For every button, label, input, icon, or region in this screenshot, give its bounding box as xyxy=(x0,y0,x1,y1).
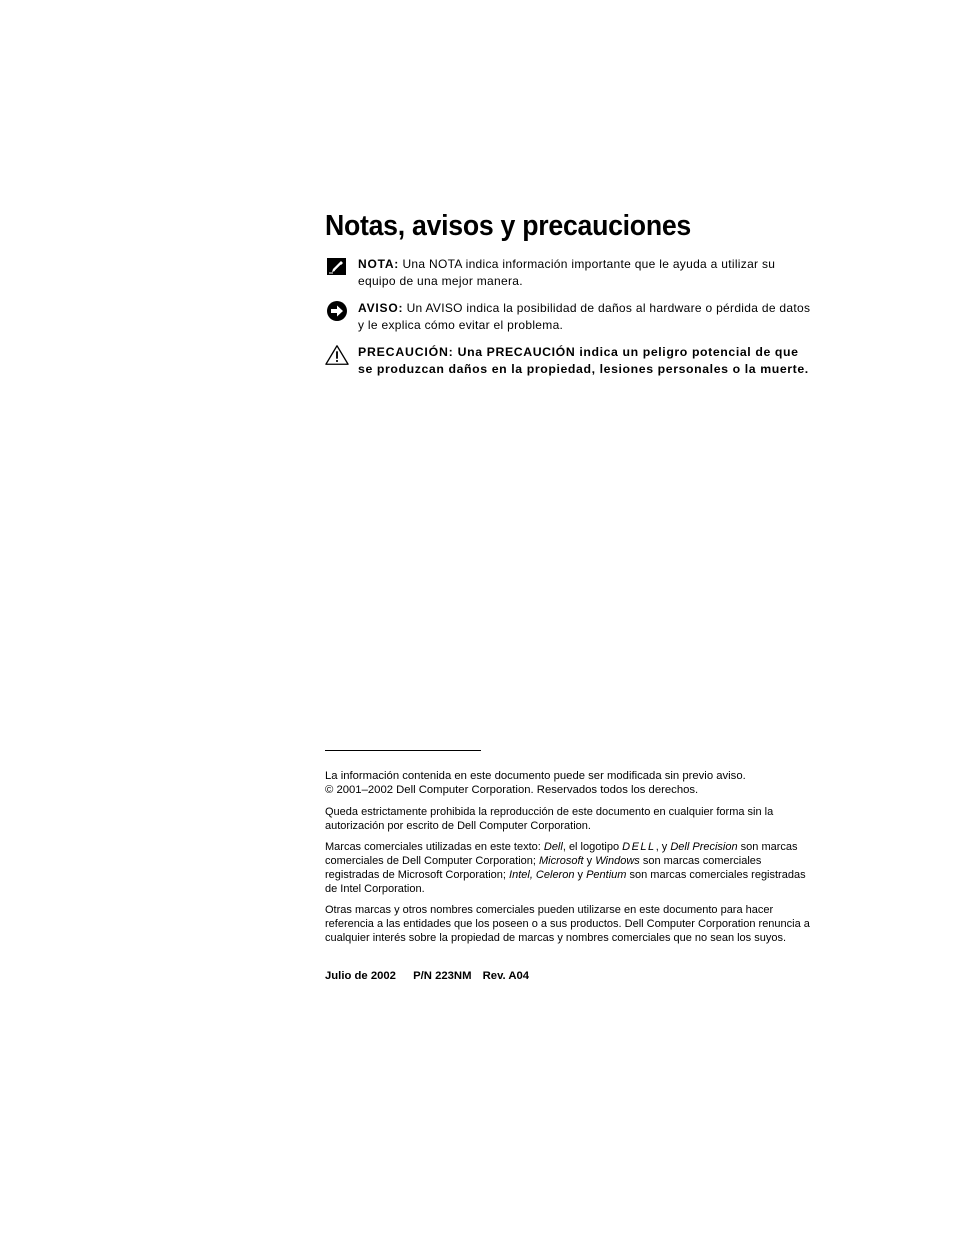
reproduction-notice: Queda estrictamente prohibida la reproducción de este documento en cualquier forma sin la autorización por escrito de Dell Computer Corporation. xyxy=(325,806,774,832)
caution-notice xyxy=(325,344,815,378)
trademarks-notice: Marcas comerciales utilizadas en este texto: Dell, el logotipo DELL, y Dell Precision son marcas comerciales de Dell Computer Corporation; Microsoft y Windows son marcas comerciales registradas de Microsoft Corporation; Intel, Celeron y Pentium son marcas comerciales registradas de Intel Corporation. xyxy=(325,841,806,895)
notice-text: Un AVISO indica la posibilidad de daños al hardware o pérdida de datos y le explica cómo evitar el problema. xyxy=(358,301,811,332)
caution-text: Una PRECAUCIÓN indica un peligro potencial de que se produzcan daños en la propiedad, lesiones personales o la muerte. xyxy=(358,345,809,376)
page-content xyxy=(325,210,815,388)
copyright-line: © 2001–2002 Dell Computer Corporation. Reservados todos los derechos. xyxy=(325,784,699,796)
part-number: P/N 223NM xyxy=(413,970,472,982)
change-notice xyxy=(325,769,815,797)
release-date: Julio de 2002 xyxy=(325,970,396,982)
arrow-circle-icon xyxy=(325,300,349,322)
notice-label: AVISO: xyxy=(358,301,404,315)
note-notice xyxy=(325,256,815,290)
release-info xyxy=(325,969,815,983)
notice-notice xyxy=(325,300,815,334)
warning-triangle-icon xyxy=(325,344,349,366)
revision: Rev. A04 xyxy=(482,970,530,982)
pencil-note-icon xyxy=(325,256,349,278)
page-title: Notas, avisos y precauciones xyxy=(325,210,691,242)
note-label: NOTA: xyxy=(358,257,400,271)
footer-divider xyxy=(325,750,481,751)
dell-logo-text: DELL xyxy=(622,841,656,853)
note-text: Una NOTA indica información importante que le ayuda a utilizar su equipo de una mejor manera. xyxy=(358,257,776,288)
caution-label: PRECAUCIÓN: xyxy=(358,345,454,359)
legal-footer xyxy=(325,750,815,983)
other-marks-notice: Otras marcas y otros nombres comerciales pueden utilizarse en este documento para hacer referencia a las entidades que los poseen o a sus productos. Dell Computer Corporation renuncia a cualquier interés sobre la propiedad de marcas y nombres comerciales que no sean los suyos. xyxy=(325,904,810,944)
change-notice-line: La información contenida en este documento puede ser modificada sin previo aviso. xyxy=(325,770,746,782)
